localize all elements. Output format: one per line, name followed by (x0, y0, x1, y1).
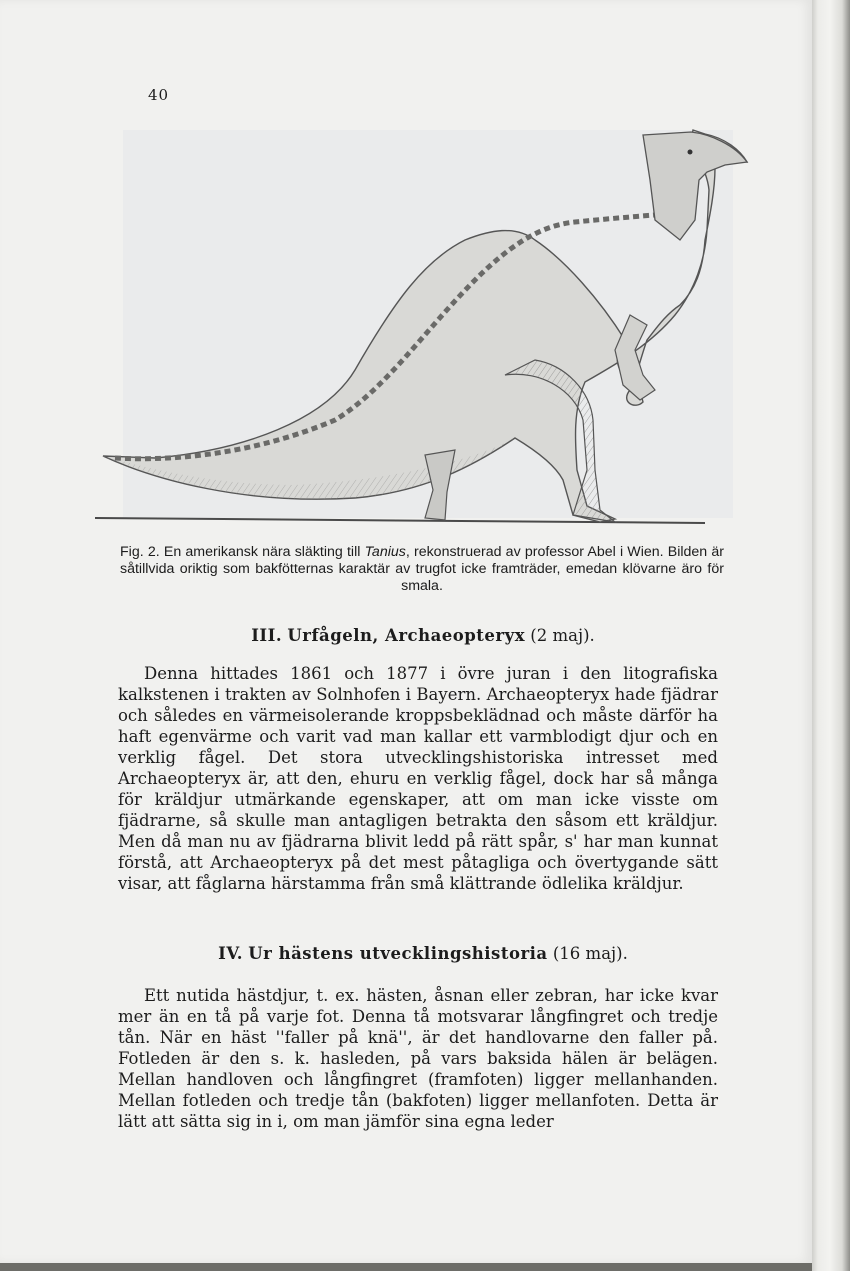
section-title: Ur hästens utvecklingshistoria (248, 944, 548, 963)
caption-species-name: Tanius (364, 544, 406, 560)
caption-text-end: , rekonstruerad av professor Abel i Wien. Bilden är såtillvida oriktig som bakfötternas karaktär av trugfot icke framträder, emedan klövarne äro för smala. (120, 544, 724, 594)
section-body-horse (118, 985, 718, 1132)
section-date: (16 maj). (552, 944, 628, 963)
paragraph: Denna hittades 1861 och 1877 i övre juran i den litografiska kalkstenen i trakten av Solnhofen i Bayern. Archaeopteryx hade fjädrar och således en värmeisolerande kroppsbeklädnad och måste därför ha haft egenvärme och varit vad man kallar ett varmblodigt djur och en verklig fågel. Det stora utvecklingshistoriska intresset med Archaeopteryx är, att den, ehuru en verklig fågel, dock har så många för kräldjur utmärkande egenskaper, att om man icke visste om fjädrarne, så skulle man antagligen betrakta den såsom ett kräldjur. Men då man nu av fjädrarna blivit ledd på rätt spår, s' har man kunnat förstå, att Archaeopteryx på det mest påtagliga och övertygande sätt visar, att fåglarna härstamma från små klättrande ödlelika kräldjur. (118, 664, 718, 893)
dinosaur-drawing (95, 120, 755, 535)
caption-text-start: En amerikansk nära släkting till (163, 544, 361, 560)
section-date: (2 maj). (530, 626, 595, 645)
section-numeral: IV. (218, 944, 244, 963)
page-bottom-edge (0, 1263, 812, 1271)
adjacent-page-edge (812, 0, 850, 1271)
section-body-archaeopteryx (118, 663, 718, 894)
figure-label: Fig. 2. (120, 544, 160, 560)
section-heading-archaeopteryx (118, 626, 728, 645)
section-title: Urfågeln, Archaeopteryx (287, 626, 526, 645)
paragraph: Ett nutida hästdjur, t. ex. hästen, åsnan eller zebran, har icke kvar mer än en tå på varje fot. Denna tå motsvarar långfingret och tredje tån. När en häst ''faller på knä'', är det handlovarne den faller på. Fotleden är den s. k. hasleden, på vars baksida hälen är belägen. Mellan handloven och långfingret (framfoten) ligger mellanhanden. Mellan fotleden och tredje tån (bakfoten) ligger mellanfoten. Detta är lätt att sätta sig in i, om man jämför sina egna leder (118, 986, 718, 1131)
page-number: 40 (148, 86, 170, 104)
section-heading-horse (118, 944, 728, 963)
figure-caption (120, 544, 724, 595)
section-numeral: III. (251, 626, 283, 645)
dinosaur-illustration (95, 120, 755, 535)
